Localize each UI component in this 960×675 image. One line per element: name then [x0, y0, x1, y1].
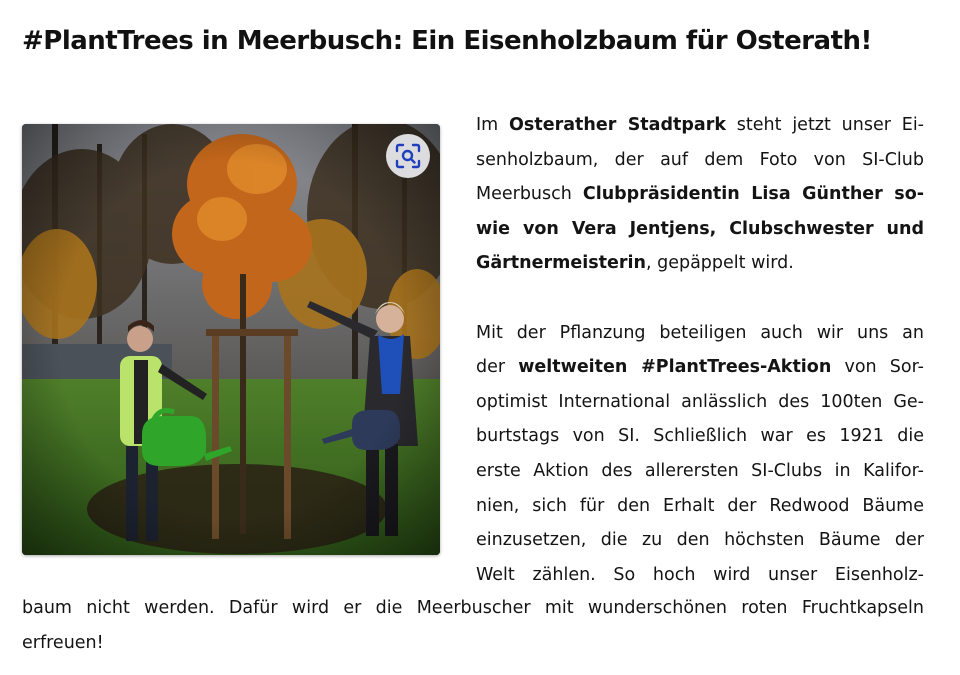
p2-line-4: burtstags von SI. Schließlich war es 1921 die — [476, 426, 924, 447]
photo-tree-planting — [22, 124, 440, 555]
article-title: #PlantTrees in Meerbusch: Ein Eisenholzbaum für Osterath! — [22, 26, 872, 56]
p1-line-2: senholzbaum, der auf dem Foto von SI-Club — [476, 149, 924, 170]
p2-line-9: baum nicht werden. Dafür wird er die Meerbuscher mit wunderschönen roten Fruchtkapseln — [22, 598, 924, 618]
p2-line-3: optimist International anlässlich des 100ten Ge- — [476, 391, 924, 412]
visual-search-button[interactable] — [386, 134, 430, 178]
p1-line-4: wie von Vera Jentjens, Clubschwester und — [476, 218, 924, 239]
p2-line-8: Welt zählen. So hoch wird unser Eisenholz- — [476, 564, 924, 585]
p2-line-7: einzusetzen, die zu den höchsten Bäume der — [476, 530, 924, 551]
p2-line-10: erfreuen! — [22, 632, 104, 653]
p2-line-6: nien, sich für den Erhalt der Redwood Bäume — [476, 495, 924, 516]
p2-line-1: Mit der Pflanzung beteiligen auch wir uns an — [476, 322, 924, 343]
p1-line-1: Im Osterather Stadtpark steht jetzt unser Ei- — [476, 115, 924, 135]
p2-line-2: der weltweiten #PlantTrees-Aktion von Sor- — [476, 357, 924, 378]
p1-line-5: Gärtnermeisterin, gepäppelt wird. — [476, 253, 794, 274]
visual-search-icon — [395, 143, 421, 169]
p2-line-5: erste Aktion des allerersten SI-Clubs in Kalifor- — [476, 460, 924, 481]
p1-line-3: Meerbusch Clubpräsidentin Lisa Günther so- — [476, 184, 925, 205]
article-body-full-width — [22, 591, 924, 660]
article-photo[interactable] — [22, 124, 440, 555]
article-body-column — [476, 108, 924, 592]
